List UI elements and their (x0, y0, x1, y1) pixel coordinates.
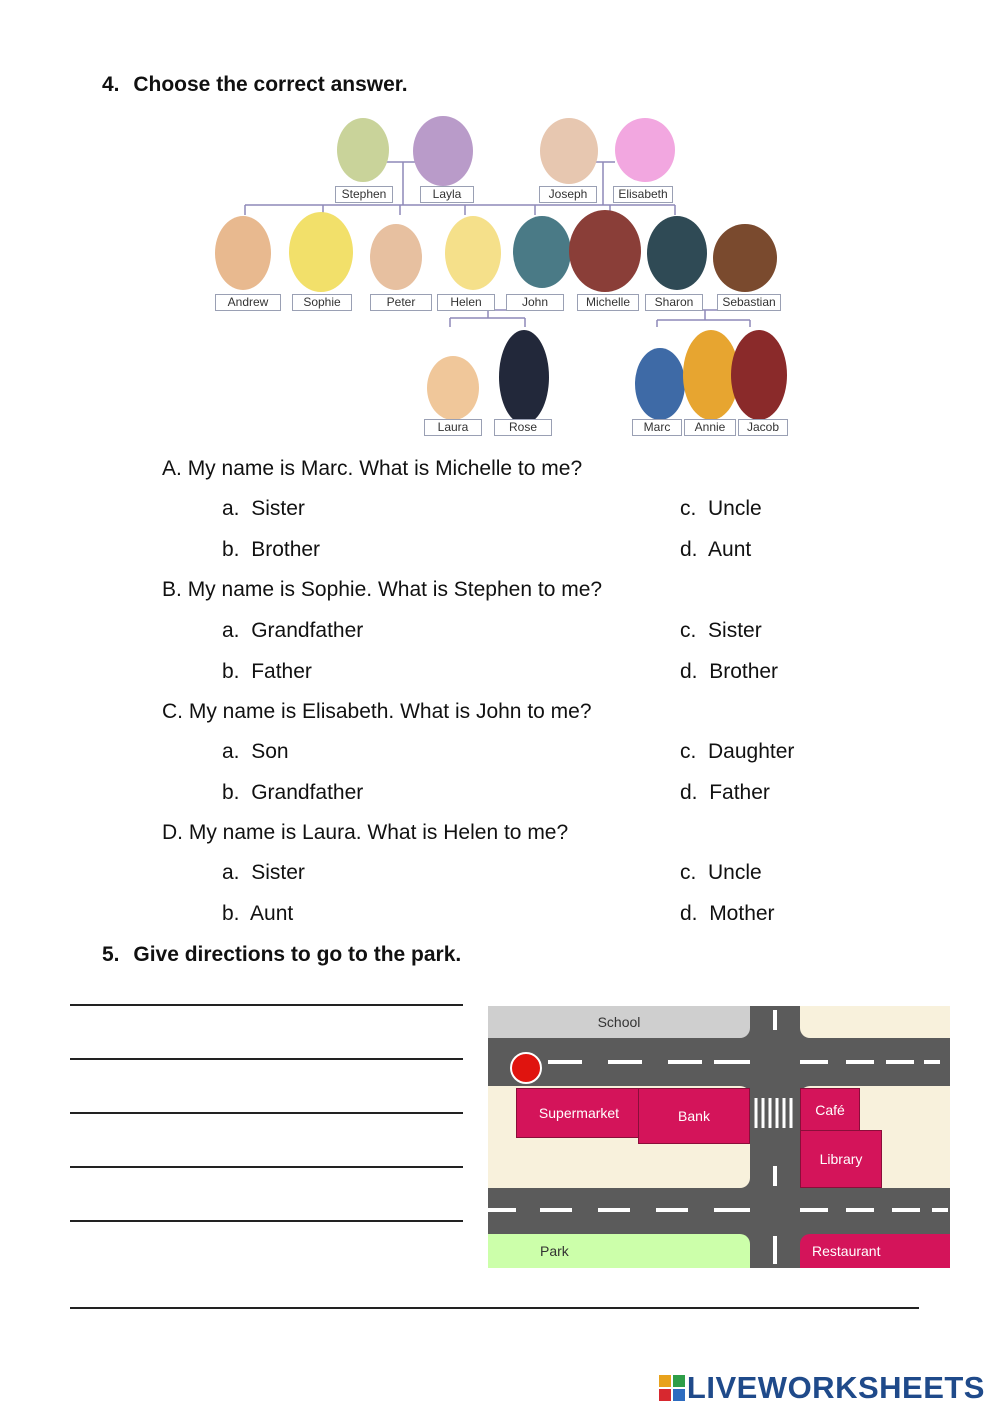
liveworksheets-logo-icon (659, 1375, 685, 1401)
option-text: Son (251, 740, 289, 763)
option-text: Grandfather (251, 781, 364, 804)
name-helen: Helen (437, 294, 495, 311)
john-figure (513, 216, 571, 288)
street-map (488, 1006, 950, 1268)
option-text: Father (709, 781, 770, 804)
option-c-a[interactable] (222, 740, 289, 764)
library-label: Library (819, 1151, 863, 1167)
option-key: d. (680, 538, 698, 561)
answer-line-2[interactable] (70, 1058, 463, 1060)
name-joseph: Joseph (539, 186, 597, 203)
option-key: d. (680, 660, 698, 683)
rose-figure (499, 330, 549, 424)
option-key: a. (222, 861, 240, 884)
option-a-b[interactable] (222, 538, 320, 562)
school-label: School (597, 1014, 641, 1030)
park-label: Park (540, 1243, 569, 1259)
name-peter: Peter (370, 294, 432, 311)
sebastian-figure (713, 224, 777, 292)
option-b-b[interactable] (222, 660, 312, 684)
name-annie: Annie (684, 419, 736, 436)
question-a (162, 457, 582, 481)
name-andrew: Andrew (215, 294, 281, 311)
option-a-d[interactable] (680, 538, 751, 562)
option-a-a[interactable] (222, 497, 305, 521)
option-key: d. (680, 902, 698, 925)
answer-line-6[interactable] (70, 1307, 919, 1309)
restaurant-label: Restaurant (812, 1243, 881, 1259)
question-d-letter: D. (162, 821, 183, 844)
option-b-c[interactable] (680, 619, 762, 643)
option-b-d[interactable] (680, 660, 778, 684)
jacob-figure (731, 330, 787, 420)
option-text: Daughter (708, 740, 795, 763)
question-b (162, 578, 602, 602)
option-d-a[interactable] (222, 861, 305, 885)
peter-figure (370, 224, 422, 290)
option-b-a[interactable] (222, 619, 363, 643)
name-jacob: Jacob (738, 419, 788, 436)
laura-figure (427, 356, 479, 420)
option-c-d[interactable] (680, 781, 770, 805)
name-michelle: Michelle (577, 294, 639, 311)
name-sharon: Sharon (645, 294, 703, 311)
supermarket-label: Supermarket (538, 1105, 620, 1121)
option-c-b[interactable] (222, 781, 363, 805)
joseph-figure (540, 118, 598, 184)
question-c (162, 700, 592, 724)
option-text: Grandfather (251, 619, 364, 642)
andrew-figure (215, 216, 271, 290)
option-c-c[interactable] (680, 740, 794, 764)
q4-title: Choose the correct answer. (133, 73, 408, 96)
option-key: b. (222, 660, 240, 683)
question-b-text: My name is Sophie. What is Stephen to me? (187, 578, 603, 601)
michelle-figure (569, 210, 641, 292)
answer-line-4[interactable] (70, 1166, 463, 1168)
q4-heading (102, 73, 408, 97)
q5-number: 5. (102, 943, 120, 966)
option-text: Brother (709, 660, 779, 683)
option-key: d. (680, 781, 698, 804)
option-text: Brother (251, 538, 321, 561)
name-stephen: Stephen (335, 186, 393, 203)
start-location-marker (510, 1052, 542, 1084)
option-key: c. (680, 740, 697, 763)
answer-line-5[interactable] (70, 1220, 463, 1222)
road-markings (488, 1006, 950, 1268)
option-text: Mother (709, 902, 775, 925)
name-john: John (506, 294, 564, 311)
option-d-d[interactable] (680, 902, 775, 926)
name-marc: Marc (632, 419, 682, 436)
option-text: Sister (708, 619, 762, 642)
option-key: a. (222, 497, 240, 520)
bank-label: Bank (678, 1108, 710, 1124)
option-key: c. (680, 497, 697, 520)
name-sophie: Sophie (292, 294, 352, 311)
question-a-letter: A. (162, 457, 182, 480)
liveworksheets-logo (659, 1370, 985, 1406)
family-tree-image (205, 112, 795, 440)
question-a-text: My name is Marc. What is Michelle to me? (187, 457, 583, 480)
option-d-b[interactable] (222, 902, 293, 926)
name-rose: Rose (494, 419, 552, 436)
option-key: b. (222, 781, 240, 804)
option-text: Uncle (708, 861, 762, 884)
sophie-figure (289, 212, 353, 292)
helen-figure (445, 216, 501, 290)
option-d-c[interactable] (680, 861, 762, 885)
answer-line-1[interactable] (70, 1004, 463, 1006)
option-text: Sister (251, 497, 305, 520)
name-layla: Layla (420, 186, 474, 203)
name-laura: Laura (424, 419, 482, 436)
option-text: Aunt (250, 902, 294, 925)
cafe-label: Café (815, 1102, 845, 1118)
option-text: Father (251, 660, 312, 683)
option-key: b. (222, 902, 240, 925)
option-text: Sister (251, 861, 305, 884)
answer-line-3[interactable] (70, 1112, 463, 1114)
option-key: b. (222, 538, 240, 561)
q5-title: Give directions to go to the park. (133, 943, 462, 966)
option-key: a. (222, 740, 240, 763)
sharon-figure (647, 216, 707, 290)
q5-heading (102, 943, 461, 967)
elisabeth-figure (615, 118, 675, 182)
name-elisabeth: Elisabeth (613, 186, 673, 203)
question-d (162, 821, 568, 845)
name-sebastian: Sebastian (717, 294, 781, 311)
option-text: Aunt (708, 538, 752, 561)
question-c-letter: C. (162, 700, 183, 723)
option-a-c[interactable] (680, 497, 762, 521)
layla-figure (413, 116, 473, 186)
option-key: a. (222, 619, 240, 642)
option-text: Uncle (708, 497, 762, 520)
stephen-figure (337, 118, 389, 182)
logo-text: LIVEWORKSHEETS (686, 1370, 985, 1405)
q4-number: 4. (102, 73, 120, 96)
marc-figure (635, 348, 685, 420)
question-b-letter: B. (162, 578, 182, 601)
option-key: c. (680, 619, 697, 642)
question-c-text: My name is Elisabeth. What is John to me? (188, 700, 592, 723)
question-d-text: My name is Laura. What is Helen to me? (188, 821, 569, 844)
option-key: c. (680, 861, 697, 884)
